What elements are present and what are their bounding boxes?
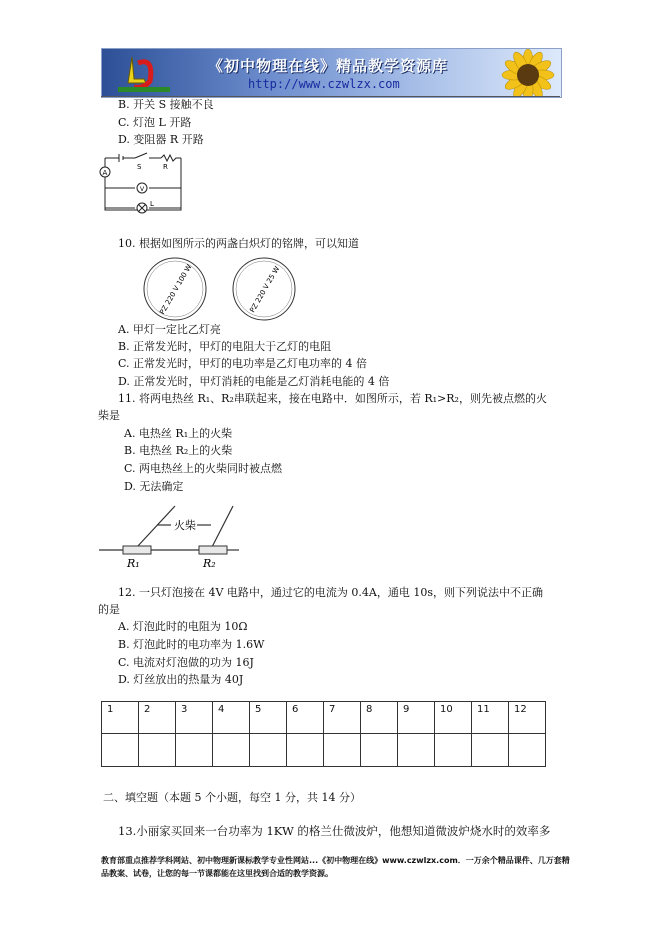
circuit-label-r: R — [163, 163, 168, 171]
q9-option-d: D. 变阻器 R 开路 — [118, 133, 204, 146]
q11-option-b: B. 电热丝 R₂上的火柴 — [124, 444, 233, 457]
match-label: 火柴 — [174, 519, 196, 532]
answer-cell[interactable] — [324, 734, 361, 767]
q10-stem: 10. 根据如图所示的两盏白炽灯的铭牌，可以知道 — [118, 237, 359, 250]
circuit-diagram — [99, 150, 187, 216]
q12-stem-line2: 的是 — [98, 603, 120, 616]
answer-header: 6 — [287, 702, 324, 734]
q11-option-d: D. 无法确定 — [124, 480, 184, 493]
q9-option-c: C. 灯泡 L 开路 — [118, 116, 192, 129]
section2-title: 二、填空题（本题 5 个小题，每空 1 分，共 14 分） — [103, 791, 361, 804]
site-logo-icon — [114, 53, 184, 95]
lamp-nameplates — [140, 254, 300, 324]
answer-header: 4 — [213, 702, 250, 734]
q12-option-c: C. 电流对灯泡做的功为 16J — [118, 656, 254, 669]
header-rule — [101, 96, 560, 97]
q10-option-c: C. 正常发光时，甲灯的电功率是乙灯电功率的 4 倍 — [118, 357, 368, 370]
plate-1-text: PZ 220 V 100 W — [158, 263, 194, 316]
header-banner — [101, 48, 562, 98]
answer-table — [101, 701, 546, 767]
banner-title: 《初中物理在线》精品教学资源库 — [208, 57, 449, 75]
answer-cell[interactable] — [176, 734, 213, 767]
q12-option-b: B. 灯泡此时的电功率为 1.6W — [118, 638, 265, 651]
answer-header: 1 — [102, 702, 139, 734]
answer-header: 8 — [361, 702, 398, 734]
q12-option-d: D. 灯丝放出的热量为 40J — [118, 673, 244, 686]
q12-option-a: A. 灯泡此时的电阻为 10Ω — [118, 620, 248, 633]
answer-cell[interactable] — [139, 734, 176, 767]
q11-option-c: C. 两电热丝上的火柴同时被点燃 — [124, 462, 283, 475]
q11-stem-line1: 11. 将两电热丝 R₁、R₂串联起来，接在电路中．如图所示，若 R₁>R₂，则先被点燃的火 — [118, 392, 547, 405]
answer-cell[interactable] — [287, 734, 324, 767]
q9-option-b: B. 开关 S 接触不良 — [118, 98, 214, 111]
q10-option-b: B. 正常发光时，甲灯的电阻大于乙灯的电阻 — [118, 340, 332, 353]
answer-header: 10 — [435, 702, 472, 734]
answer-header: 12 — [509, 702, 546, 734]
r2-label: R₂ — [203, 557, 216, 570]
sunflower-icon — [494, 49, 560, 97]
answer-cell[interactable] — [250, 734, 287, 767]
q11-option-a: A. 电热丝 R₁上的火柴 — [124, 427, 233, 440]
answer-cell[interactable] — [398, 734, 435, 767]
answer-cell[interactable] — [213, 734, 250, 767]
answer-header: 5 — [250, 702, 287, 734]
answer-header: 7 — [324, 702, 361, 734]
circuit-label-l: L — [150, 200, 154, 208]
answer-cell[interactable] — [361, 734, 398, 767]
q13-stem: 13.小丽家买回来一台功率为 1KW 的格兰仕微波炉，他想知道微波炉烧水时的效率多 — [118, 824, 551, 838]
answer-header: 2 — [139, 702, 176, 734]
r1-label: R₁ — [127, 557, 140, 570]
circuit-label-a: A — [102, 169, 108, 177]
circuit-label-v: V — [140, 186, 145, 193]
plate-2-text: PZ 220 V 25 W — [248, 265, 282, 314]
q12-stem-line1: 12. 一只灯泡接在 4V 电路中，通过它的电流为 0.4A，通电 10s，则下列说法中不正确 — [118, 586, 543, 599]
answer-cell[interactable] — [102, 734, 139, 767]
answer-header: 3 — [176, 702, 213, 734]
circuit-label-s: S — [137, 163, 142, 171]
page-footer: 教育部重点推荐学科网站、初中物理新课标教学专业性网站...《初中物理在线》www.czwlzx.com．一万余个精品课件、几万套精品教案、试卷，让您的每一节课都能在这里找到合适的教学资源。 — [101, 856, 570, 878]
banner-url[interactable]: http://www.czwlzx.com — [248, 77, 400, 91]
answer-cell[interactable] — [472, 734, 509, 767]
q11-stem-line2: 柴是 — [98, 409, 120, 422]
answer-header: 9 — [398, 702, 435, 734]
answer-cell[interactable] — [509, 734, 546, 767]
heating-wire-figure — [99, 498, 239, 572]
q10-option-a: A. 甲灯一定比乙灯亮 — [118, 323, 221, 336]
answer-header: 11 — [472, 702, 509, 734]
q10-option-d: D. 正常发光时，甲灯消耗的电能是乙灯消耗电能的 4 倍 — [118, 375, 390, 388]
answer-cell[interactable] — [435, 734, 472, 767]
